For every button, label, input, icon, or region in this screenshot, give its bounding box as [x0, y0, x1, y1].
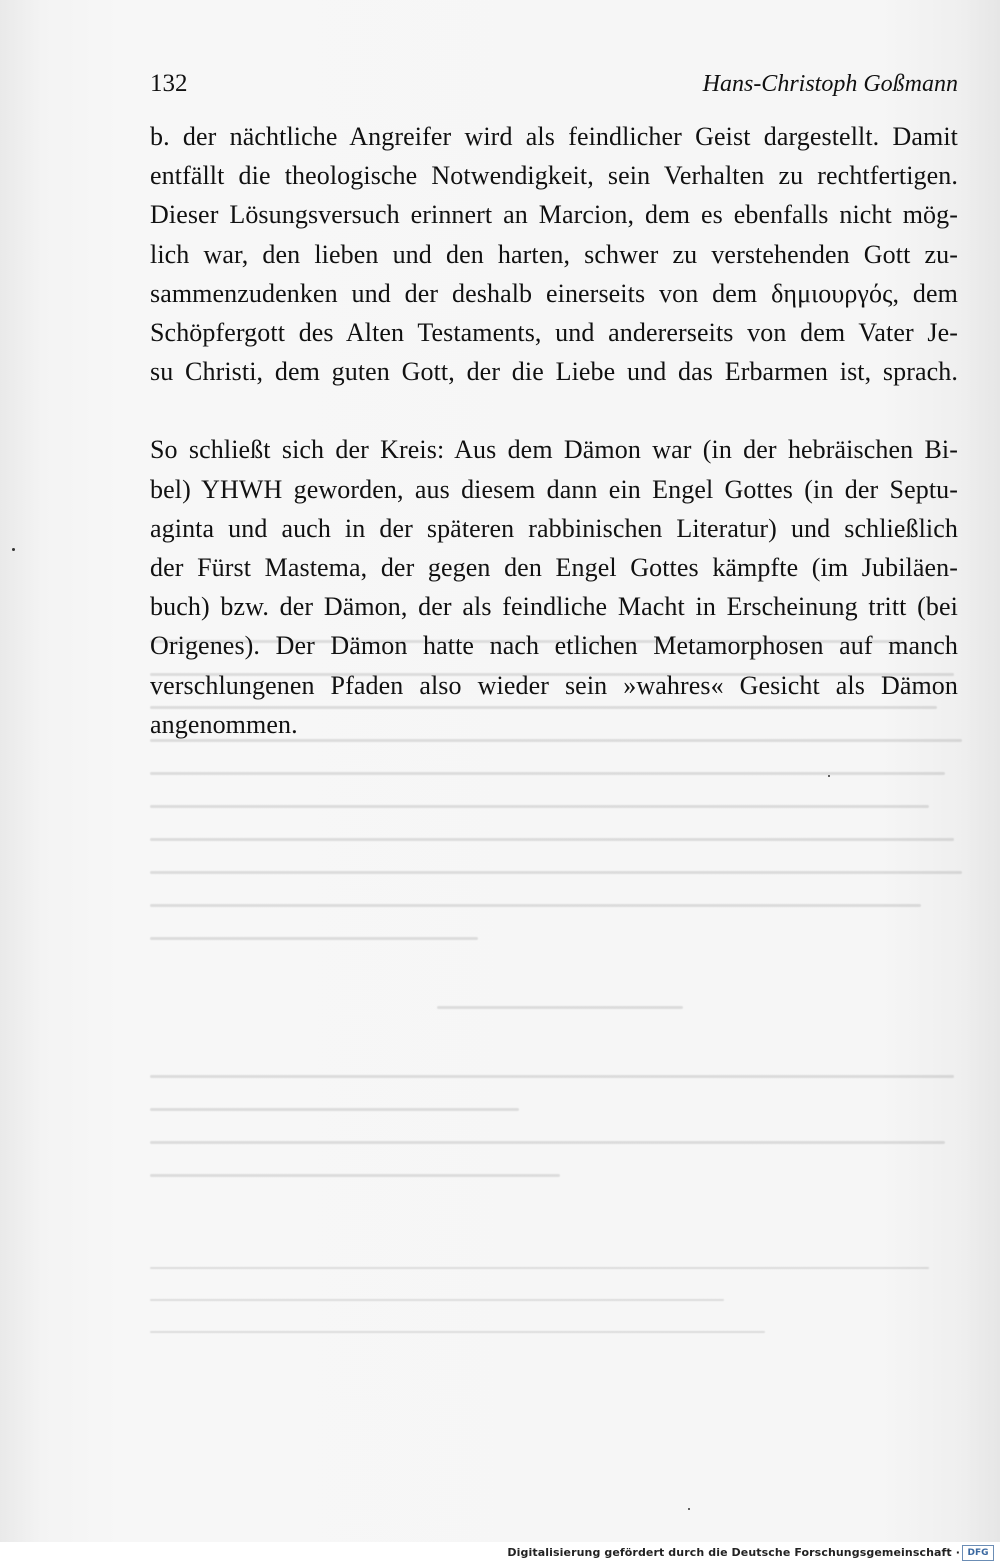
text-line: entfällt die theologische Notwendigkeit, sein Verhalten zu rechtfertigen. [150, 161, 958, 191]
text-line: angenommen. [150, 709, 298, 739]
main-text [150, 117, 958, 744]
text-line: buch) bzw. der Dämon, der als feindliche Macht in Erscheinung tritt (bei [150, 592, 958, 622]
scan-speck [12, 548, 15, 551]
text-line: bel) YHWH geworden, aus diesem dann ein Engel Gottes (in der Septu- [150, 474, 958, 504]
paragraph-spacer [150, 391, 958, 430]
scan-speck [688, 1508, 690, 1510]
paragraph-marcion [150, 117, 958, 391]
page-header [150, 66, 958, 102]
text-line: Origenes). Der Dämon hatte nach etlichen Metamorphosen auf manch [150, 631, 958, 661]
text-line: verschlungenen Pfaden also wieder sein »wahres« Gesicht als Dämon [150, 670, 958, 700]
text-line: der Fürst Mastema, der gegen den Engel Gottes kämpfte (im Jubiläen- [150, 553, 958, 583]
reverse-side-bleed-through [150, 640, 970, 1360]
text-line: b. der nächtliche Angreifer wird als feindlicher Geist dargestellt. Damit [150, 122, 958, 151]
text-line: su Christi, dem guten Gott, der die Liebe und das Erbarmen ist, sprach. [150, 357, 958, 387]
running-head-author: Hans-Christoph Goßmann [702, 71, 958, 97]
funding-credit: Digitalisierung gefördert durch die Deutsche Forschungsgemeinschaft · [507, 1546, 960, 1559]
text-line: So schließt sich der Kreis: Aus dem Dämon war (in der hebräischen Bi- [150, 435, 958, 465]
text-line: Schöpfergott des Alten Testaments, und andererseits von dem Vater Je- [150, 318, 958, 348]
text-line: Dieser Lösungsversuch erinnert an Marcion, dem es ebenfalls nicht mög- [150, 200, 958, 230]
scan-speck [828, 775, 830, 777]
paragraph-conclusion [150, 430, 958, 744]
dfg-logo: DFG [962, 1545, 994, 1561]
page-number: 132 [150, 70, 188, 97]
text-line: sammenzudenken und der deshalb einerseits von dem δημιουργός, dem [150, 278, 958, 308]
text-line: aginta und auch in der späteren rabbinischen Literatur) und schließlich [150, 513, 958, 543]
text-line: lich war, den lieben und den harten, schwer zu verstehenden Gott zu- [150, 239, 958, 269]
